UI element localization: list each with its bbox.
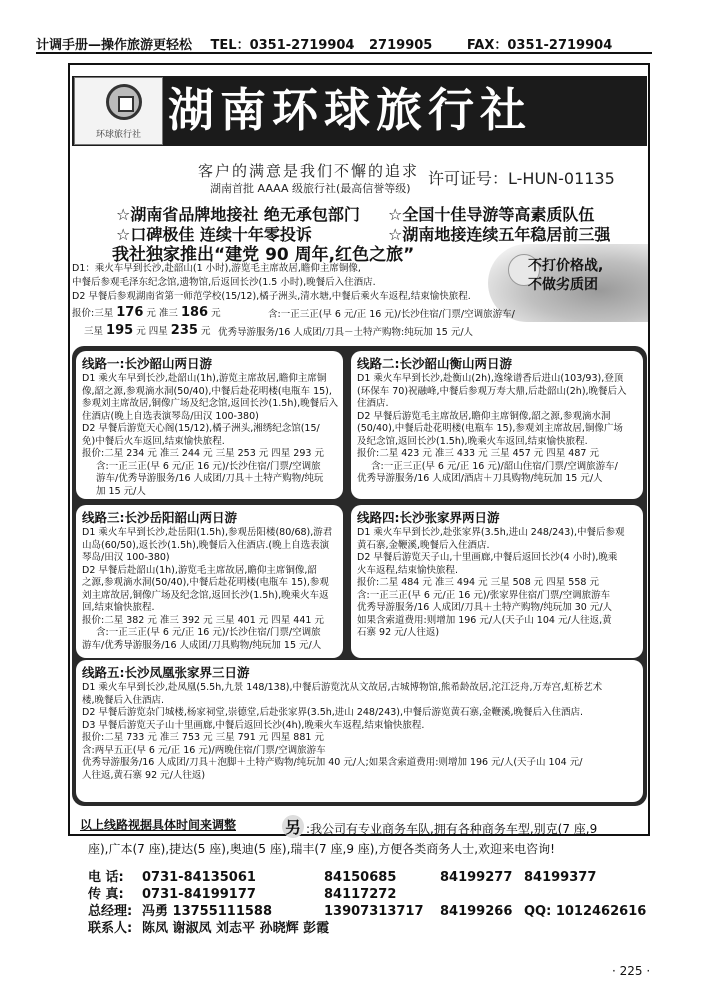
route-line: 石寨 92 元/人往返) — [357, 627, 440, 638]
route-line: 像,韶之源,参观滴水洞(50/40),中餐后赴花明楼(电瓶车 15), — [82, 385, 332, 397]
fleet-ad-line-1: :我公司有专业商务车队,拥有各种商务车型,别克(7 座,9 — [306, 822, 598, 836]
route-line: 优秀导游服务/16 人成团/刀具＋泡脚＋土特产购物/纯玩加 40 元/人;如果含索道费用:则增加 196 元/人(天子山 104 元/ — [82, 757, 583, 768]
price-label: 元 四星 — [136, 326, 168, 337]
qq-number: QQ: 1012462616 — [524, 904, 647, 919]
header-tel: TEL：0351-2719904 — [210, 38, 355, 53]
route-line: D1 乘火车早到长沙,赴韶山(1h),游览主席故居,瞻仰主席铜 — [82, 373, 327, 384]
route-line: 刘主席故居,铜像广场及纪念馆,返回长沙(1.5h),晚乘火车返 — [82, 589, 329, 601]
fax-number: 0731-84199177 — [142, 887, 256, 902]
route-title: 线路五:长沙凤凰张家界三日游 — [82, 665, 250, 680]
route-line: 黄石寨,金鞭溪,晚餐后入住酒店. — [357, 539, 490, 551]
gm-label: 总经理: — [88, 904, 133, 919]
route-card — [351, 505, 643, 658]
route-line: 参观刘主席故居,铜像广场及纪念馆,返回长沙(1.5h),晚餐后入 — [82, 398, 339, 409]
fax-number: 84117272 — [324, 887, 397, 902]
globe-icon — [106, 84, 142, 120]
red-tour-price-2 — [84, 324, 210, 338]
route-line: 优秀导游服务/16 人成团/刀具＋土特产购物/纯玩加 30 元/人 — [357, 602, 613, 613]
route-line: 住酒店. — [357, 398, 389, 409]
route-line: D1 乘火车早到长沙,赴凤凰(5.5h,九景 148/138),中餐后游览沈从文故居,古城博物馆,熊希龄故居,沱江泛舟,万寿宫,虹桥艺术 — [82, 682, 603, 693]
route-line: 含:一正三正(早 6 元/正 16 元)/长沙住宿/门票/空调旅 — [96, 627, 321, 638]
people-label: 联系人: — [88, 921, 133, 936]
price-value: 186 — [180, 305, 209, 320]
route-line: 如果含索道费用:则增加 196 元/人(天子山 104 元/人往返,黄 — [357, 614, 612, 626]
contact-people-row — [88, 921, 329, 937]
route-line: 琴岛/田汉 100-380) — [82, 552, 170, 563]
route-line: 及纪念馆,返回长沙(1.5h),晚乘火车返回,结束愉快旅程. — [357, 435, 588, 447]
route-line: D1 乘火车早到长沙,赴张家界(3.5h,进山 248/243),中餐后参观 — [357, 527, 625, 538]
route-line: (环保车 70)祝融峰,中餐后参观万寿大鼎,后赴韶山(2h),晚餐后入 — [357, 385, 627, 397]
route-line: 游车/优秀导游服务/16 人成团/刀具购物/纯玩加 15 元/人 — [82, 639, 322, 651]
red-tour-day1: D1：乘火车早到长沙,赴韶山(1 小时),游览毛主席故居,瞻仰主席铜像, — [72, 263, 361, 274]
route-line: D2 早餐后赴韶山(1h),游览毛主席故居,瞻仰主席铜像,韶 — [82, 564, 317, 576]
logo-caption: 环球旅行社 — [95, 130, 141, 140]
route-card — [76, 660, 643, 802]
grade-text: 湖南首批 AAAA 级旅行社(最高信誉等级) — [210, 182, 411, 195]
route-line: 含:一正三正(早 6 元/正 16 元)/张家界住宿/门票/空调旅游车 — [357, 589, 611, 601]
route-line: 报价:二星 382 元 准三 392 元 三星 401 元 四星 441 元 — [82, 614, 324, 626]
price-value: 235 — [170, 323, 198, 338]
route-title: 线路二:长沙韶山衡山两日游 — [357, 356, 512, 371]
license-number: 许可证号：L-HUN-01135 — [428, 169, 615, 188]
promo-title: 我社独家推出“建党 90 周年,红色之旅” — [112, 245, 415, 265]
company-name: 湖南环球旅行社 — [168, 83, 532, 137]
red-tour-service: 优秀导游服务/16 人成团/刀具－土特产购物:纯玩加 15 元/人 — [218, 327, 474, 338]
feature-item: ☆口碑极佳 连续十年零投诉 — [116, 225, 312, 244]
route-line: 楼,晚餐后入住酒店. — [82, 694, 165, 706]
route-line: 报价:二星 733 元 准三 753 元 三星 791 元 四星 881 元 — [82, 732, 324, 743]
route-line: 山岛(60/50),返长沙(1.5h),晚餐后入住酒店.(晚上自选表演 — [82, 539, 330, 551]
route-line: D2 早餐后游览天心阁(15/12),橘子洲头,湘绣纪念馆(15/ — [82, 423, 320, 434]
adjust-note: 以上线路视据具体时间来调整 — [80, 818, 237, 832]
route-line: 优秀导游服务/16 人成团/酒店＋刀具购物/纯玩加 15 元/人 — [357, 473, 603, 484]
header-slogan: 计调手册—操作旅游更轻松 — [36, 38, 193, 53]
stamp-line: 不做劣质团 — [528, 277, 598, 293]
route-title: 线路三:长沙岳阳韶山两日游 — [82, 510, 237, 525]
red-tour-price-1 — [72, 306, 221, 320]
route-line: 火车返程,结束愉快旅程. — [357, 564, 459, 576]
feature-item: ☆湖南省品牌地接社 绝无承包部门 — [116, 205, 360, 224]
feature-item: ☆全国十佳导游等高素质队伍 — [388, 205, 595, 224]
page-header — [36, 34, 652, 54]
fax-label: 传 真: — [88, 887, 124, 902]
also-mark: 另 — [282, 815, 304, 838]
contact-tel-row — [88, 870, 596, 886]
tel-number: 0731-84135061 — [142, 870, 256, 885]
price-label: 三星 — [84, 326, 104, 337]
gm-number: 84199266 — [440, 904, 513, 919]
route-card — [76, 505, 343, 658]
route-card — [76, 351, 343, 499]
route-title: 线路四:长沙张家界两日游 — [357, 510, 500, 525]
route-line: 报价:二星 423 元 准三 433 元 三星 457 元 四星 487 元 — [357, 448, 599, 459]
route-line: 游车/优秀导游服务/16 人成团/刀具＋土特产购物/纯玩 — [96, 473, 324, 484]
page-number: · 225 · — [612, 964, 651, 978]
tel-number: 84150685 — [324, 870, 397, 885]
red-tour-day1-cont: 中餐后参观毛泽东纪念馆,遗物馆,后返回长沙(1.5 小时),晚餐后入住酒店. — [72, 277, 376, 288]
red-tour-day2: D2 早餐后参观湖南省第一师范学校(15/12),橘子洲头,清水塘,中餐后乘火车返程,结束愉快旅程. — [72, 291, 471, 302]
price-unit: 元 — [200, 326, 211, 337]
route-line: D3 早餐后游览天子山十里画廊,中餐后返回长沙(4h),晚乘火车返程,结束愉快旅程. — [82, 719, 425, 731]
tel-label: 电 话: — [88, 870, 124, 885]
price-value: 176 — [116, 305, 144, 320]
route-line: 住酒店(晚上自选表演琴岛/田汉 100-380) — [82, 410, 259, 422]
route-line: D2 早餐后游览杂门城楼,杨家祠堂,崇德堂,后赴张家界(3.5h,进山 248/243),中餐后游览黄石寨,金鞭溪,晚餐后入住酒店. — [82, 707, 584, 718]
motto: 客户的满意是我们不懈的追求 — [198, 162, 420, 180]
route-line: 报价:二星 234 元 准三 244 元 三星 253 元 四星 293 元 — [82, 448, 324, 459]
route-line: 含:两早五正(早 6 元/正 16 元)/两晚住宿/门票/空调旅游车 — [82, 744, 326, 756]
route-line: 含:一正三正(早 6 元/正 16 元)/长沙住宿/门票/空调旅 — [96, 460, 321, 472]
route-line: D2 早餐后游览毛主席故居,瞻仰主席铜像,韶之源,参观滴水洞 — [357, 410, 611, 422]
route-line: D2 早餐后游览天子山,十里画廊,中餐后返回长沙(4 小时),晚乘 — [357, 552, 618, 563]
red-tour-fees: 含:一正三正(早 6 元/正 16 元)/长沙住宿/门票/空调旅游车/ — [268, 309, 515, 320]
tel-number: 84199277 — [440, 870, 513, 885]
gm-number: 13907313717 — [324, 904, 424, 919]
route-line: 报价:二星 484 元 准三 494 元 三星 508 元 四星 558 元 — [357, 577, 599, 588]
route-line: 人往返,黄石寨 92 元/人往返) — [82, 769, 206, 781]
route-line: 含:一正三正(早 6 元/正 16 元)/韶山住宿/门票/空调旅游车/ — [371, 460, 618, 472]
quality-stamp — [528, 257, 603, 295]
price-value: 195 — [106, 323, 134, 338]
contact-gm-row — [88, 904, 646, 920]
gm-number: 冯勇 13755111588 — [142, 904, 273, 919]
header-tel-2: 2719905 — [369, 38, 433, 53]
route-line: (50/40),中餐后赴花明楼(电瓶车 15),参观刘主席故居,铜像广场 — [357, 423, 623, 434]
route-card — [351, 351, 643, 499]
fleet-ad-line-2: 座),广本(7 座),捷达(5 座),奥迪(5 座),瑞丰(7 座,9 座),方便各类商务人士,欢迎来电咨询! — [88, 842, 555, 856]
tel-number: 84199377 — [524, 870, 597, 885]
route-line: 免)中餐后火车返回,结束愉快旅程. — [82, 435, 225, 447]
route-line: 之源,参观滴水洞(50/40),中餐后赴花明楼(电瓶车 15),参观 — [82, 577, 329, 588]
feature-item: ☆湖南地接连续五年稳居前三强 — [388, 225, 611, 244]
price-label: 元 准三 — [146, 308, 178, 319]
stamp-line: 不打价格战, — [528, 258, 604, 274]
route-line: D1 乘火车早到长沙,赴衡山(2h),逸缘谱香后进山(103/93),登顶 — [357, 373, 624, 384]
route-title: 线路一:长沙韶山两日游 — [82, 356, 212, 371]
people-names: 陈凤 谢淑凤 刘志平 孙晓辉 彭霞 — [142, 921, 330, 936]
price-unit: 元 — [211, 308, 221, 319]
route-line: D1 乘火车早到长沙,赴岳阳(1.5h),参观岳阳楼(80/68),游君 — [82, 527, 333, 538]
contact-fax-row — [88, 887, 396, 903]
route-line: 加 15 元/人 — [96, 485, 146, 497]
route-line: 回,结束愉快旅程. — [82, 602, 155, 613]
price-label: 报价:三星 — [72, 308, 114, 319]
header-fax: FAX：0351-2719904 — [466, 38, 613, 53]
